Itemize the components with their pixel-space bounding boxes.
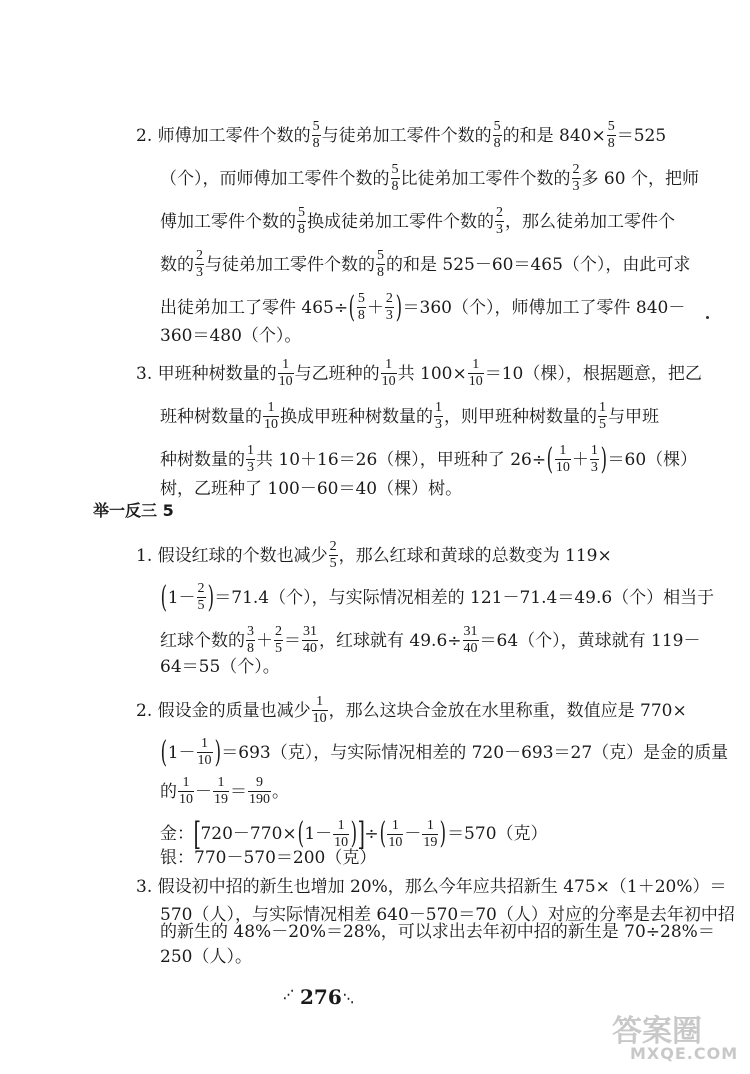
fraction: $\frac{2}{3}$ (196, 248, 203, 280)
p3-line-2: 班种树数量的 $\frac{1}{10}$ 换成甲班种树数量的 $\frac{1}{3}$ ，则甲班种树数量的 $\frac{1}{5}$ 与甲班 (160, 400, 659, 432)
fraction: $\frac{2}{5}$ (275, 624, 282, 656)
fraction: $\frac{1}{10}$ (555, 443, 570, 475)
q3-line-2: 570（人），与实际情况相差 640－570＝70（人）对应的分率是去年初中招 (160, 905, 735, 925)
fraction: $\frac{2}{3}$ (385, 291, 393, 323)
fraction: $\frac{1}{3}$ (435, 400, 442, 432)
fraction: $\frac{5}{8}$ (377, 248, 384, 280)
fraction: $\frac{1}{5}$ (599, 400, 606, 432)
q3-line-1: 3. 假设初中招的新生也增加 20%，那么今年应共招新生 475×（1＋20%）＝ (136, 877, 727, 897)
fraction: $\frac{31}{40}$ (303, 624, 317, 656)
fraction: $\frac{5}{8}$ (493, 119, 501, 151)
fraction: $\frac{2}{5}$ (197, 581, 205, 613)
q1-line-1: 1. 假设红球的个数也减少 $\frac{2}{5}$ ，那么红球和黄球的总数变为 119× (136, 539, 612, 571)
fraction: $\frac{1}{10}$ (278, 357, 293, 389)
page-number-dots-right: ⋱ (343, 992, 354, 1005)
fraction: $\frac{1}{10}$ (264, 400, 278, 432)
fraction: $\frac{2}{3}$ (496, 205, 503, 237)
p2-line-1: 2. 师傅加工零件个数的 $\frac{5}{8}$ 与徒弟加工零件个数的 $\frac{5}{8}$ 的和是 840× $\frac{5}{8}$ ＝525 (136, 119, 667, 151)
fraction: $\frac{2}{5}$ (329, 539, 337, 571)
q2-line-4: 金： [ 720－770× ( 1－ $\frac{1}{10}$ ) ] ÷ ( $\frac{1}{10}$ － $\frac{1}{19}$ ) ＝570（克） (160, 815, 548, 853)
q1-line-2: ( 1－ $\frac{2}{5}$ ) ＝71.4（个），与实际情况相差的 121－71.4＝49.6（个）相当于 (160, 579, 715, 615)
q2-line-1: 2. 假设金的质量也减少 $\frac{1}{10}$ ，那么这块合金放在水里称重，数值应是 770× (136, 694, 687, 726)
p3-line-4: 树，乙班种了 100－60＝40（棵）树。 (160, 479, 463, 499)
q1-line-3: 红球个数的 $\frac{3}{8}$ ＋ $\frac{2}{5}$ ＝ $\frac{31}{40}$ ，红球就有 49.6÷ $\frac{31}{40}$ ＝64（个），黄球就有 119－ (160, 624, 701, 656)
fraction: $\frac{1}{3}$ (247, 443, 254, 475)
page-number: 276 (300, 985, 342, 1009)
p2-line-4: 数的 $\frac{2}{3}$ 与徒弟加工零件个数的 $\frac{5}{8}$ 的和是 525－60＝465（个），由此可求 (160, 248, 691, 280)
fraction: $\frac{1}{10}$ (312, 694, 327, 726)
fraction: $\frac{5}{8}$ (357, 291, 365, 323)
watermark-logo: 答案圈 (612, 1014, 702, 1049)
p3-line-1: 3. 甲班种树数量的 $\frac{1}{10}$ 与乙班种的 $\frac{1}{10}$ 共 100× $\frac{1}{10}$ ＝10（棵），根据题意，把乙 (136, 357, 702, 389)
fraction: $\frac{1}{10}$ (381, 357, 396, 389)
p2-line-5: 出徒弟加工了零件 465÷ ( $\frac{5}{8}$ ＋ $\frac{2}{3}$ ) ＝360（个），师傅加工了零件 840－ (160, 289, 686, 325)
q2-line-2: ( 1－ $\frac{1}{10}$ ) ＝693（克），与实际情况相差的 720－693＝27（克）是金的质量 (160, 734, 729, 770)
fraction-5-8: $\frac{5}{8}$ (312, 119, 320, 151)
fraction: $\frac{5}{8}$ (298, 205, 305, 237)
p2-line-2: （个），而师傅加工零件个数的 $\frac{5}{8}$ 比徒弟加工零件个数的 $\frac{2}{3}$ 多 60 个，把师 (160, 162, 699, 194)
fraction: $\frac{5}{8}$ (607, 119, 615, 151)
p2-line-6: 360＝480（个）。 (160, 326, 302, 346)
q1-line-4: 64＝55（个）。 (160, 657, 280, 677)
fraction: $\frac{2}{3}$ (572, 162, 580, 194)
q3-line-4: 250（人）。 (160, 947, 252, 967)
fraction: $\frac{1}{10}$ (197, 736, 212, 768)
fraction: $\frac{1}{10}$ (179, 775, 193, 807)
section-heading: 举一反三 5 (93, 501, 174, 520)
fraction: $\frac{1}{10}$ (468, 357, 483, 389)
fraction: $\frac{5}{8}$ (391, 162, 399, 194)
fraction: $\frac{1}{19}$ (423, 817, 438, 850)
p3-line-3: 种树数量的 $\frac{1}{3}$ 共 10＋16＝26（棵），甲班种了 26÷ ( $\frac{1}{10}$ ＋ $\frac{1}{3}$ ) ＝60（棵） (160, 441, 698, 477)
p2-line-3: 傅加工零件个数的 $\frac{5}{8}$ 换成徒弟加工零件个数的 $\frac{2}{3}$ ，那么徒弟加工零件个 (160, 205, 675, 237)
page-number-dots-left: ⋰ (283, 988, 294, 1001)
fraction: $\frac{9}{190}$ (249, 775, 270, 807)
fraction: $\frac{3}{8}$ (247, 624, 254, 656)
fraction: $\frac{1}{19}$ (214, 775, 228, 807)
fraction: $\frac{31}{40}$ (463, 624, 478, 656)
q3-line-3: 的新生的 48%－20%＝28%，可以求出去年初中招的新生是 70÷28%＝ (160, 922, 715, 942)
fraction: $\frac{1}{3}$ (590, 443, 598, 475)
fraction: $\frac{1}{10}$ (388, 817, 403, 850)
q2-line-3: 的 $\frac{1}{10}$ － $\frac{1}{19}$ ＝ $\frac{9}{190}$ 。 (160, 775, 289, 807)
q2-line-5: 银：770－570＝200（克） (160, 848, 377, 868)
scan-speck (706, 316, 709, 319)
fraction: $\frac{1}{10}$ (334, 817, 349, 850)
watermark-url: MXQE.COM (630, 1044, 739, 1063)
